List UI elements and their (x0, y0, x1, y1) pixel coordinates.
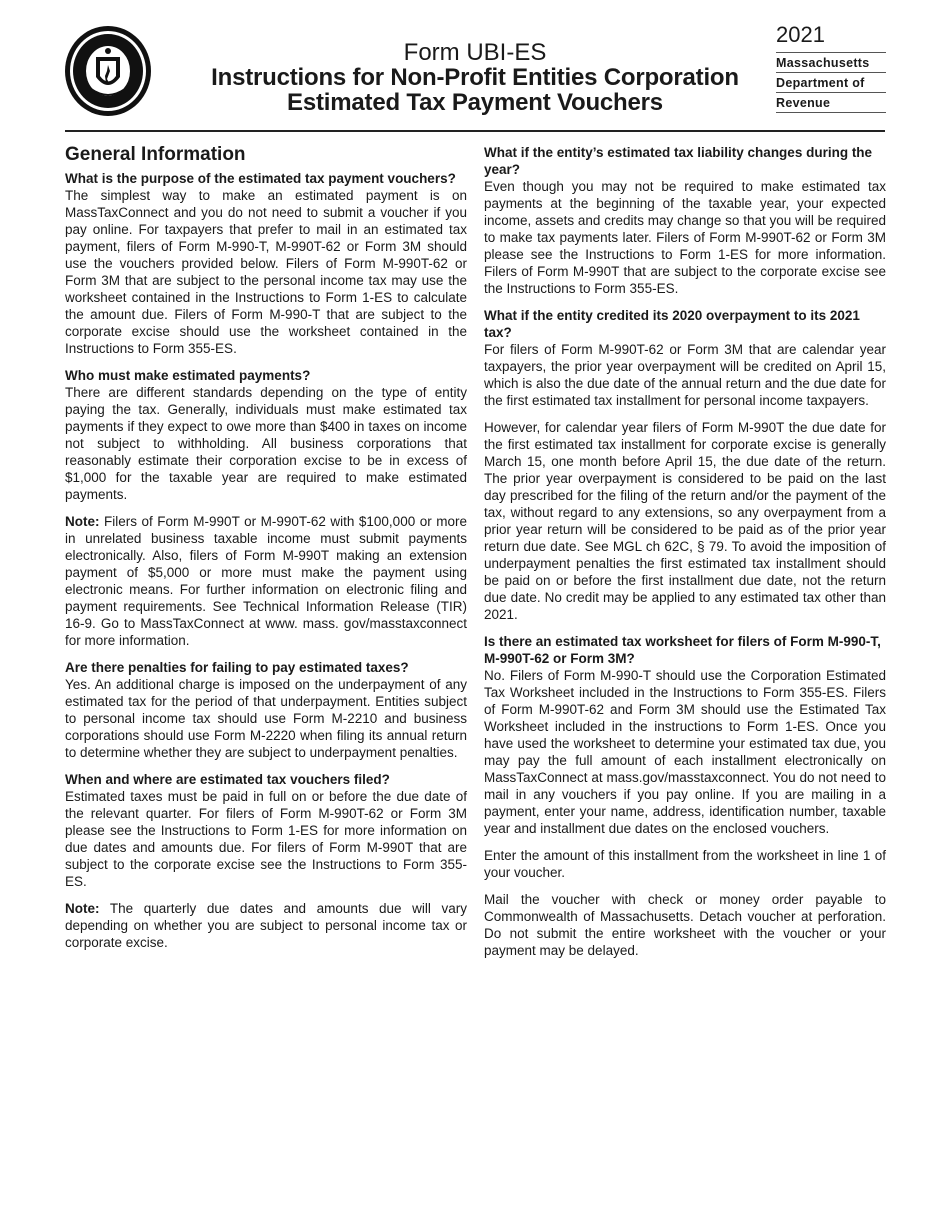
answer-worksheet-3: Mail the voucher with check or money order payable to Commonwealth of Massachusetts. Detach voucher at perforation. Do not submit the entire worksheet with the voucher or your payment may be delayed. (484, 892, 886, 958)
note-label: Note: (65, 901, 100, 916)
answer-overpayment-credit-2: However, for calendar year filers of Form M-990T the due date for the first estimated tax installment for corporate excise is generally March 15, one month before April 15, the due date of the return. The prior year overpayment is considered to be paid on the last day prescribed for the filing of the return and/or the payment of the tax, without regard to any extensions, so any overpayment from a prior year return will be considered to be paid as of the prior year return due date. See MGL ch 62C, § 79. To avoid the imposition of underpayment penalties the first estimated tax installment should be paid on or before the first installment due date, not the return due date. No credit may be applied to any estimated tax other than 2021. (484, 420, 886, 622)
form-number: Form UBI-ES (403, 39, 547, 66)
left-column (65, 144, 467, 961)
answer-when-where: Estimated taxes must be paid in full on or before the due date of the relevant quarter. For filers of Form M-990T-62 or Form 3M please see the Instructions to Form 1-ES for more information on due dates and amounts due. For filers of Form M-990T that are subject to the corporate excise see the Instructions to Form 355-ES. (65, 789, 467, 889)
dept-line-2: Department of (776, 73, 886, 93)
section-title: General Information (65, 144, 246, 165)
dept-line-1: Massachusetts (776, 53, 886, 73)
answer-penalties: Yes. An additional charge is imposed on the underpayment of any estimated tax for the period of that underpayment. Entities subject to personal income tax should use Form M-2210 and business corporations should use Form M-2220 when filing its annual return to determine whether they are subject to underpayment penalties. (65, 677, 467, 760)
year-dept-block (776, 22, 886, 113)
form-title-line-1: Instructions for Non-Profit Entities Corporation (211, 64, 739, 91)
header-divider (65, 130, 885, 132)
question-who-must-pay: Who must make estimated payments? (65, 368, 311, 383)
question-worksheet: Is there an estimated tax worksheet for filers of Form M-990-T, M-990T-62 or Form 3M? (484, 634, 881, 666)
note-electronic-payment (65, 513, 467, 649)
answer-overpayment-credit-1: For filers of Form M-990T-62 or Form 3M that are calendar year taxpayers, the prior year overpayment will be credited on April 15, which is also the due date of the annual return and the due date for the first estimated tax installment for personal income taxpayers. (484, 342, 886, 408)
question-liability-changes: What if the entity’s estimated tax liability changes during the year? (484, 145, 873, 177)
note-due-dates (65, 900, 467, 951)
answer-worksheet-1: No. Filers of Form M-990-T should use the Corporation Estimated Tax Worksheet included in the Instructions to Form 355-ES. Filers of Form M-990T-62 and Form 3M should use the Estimated Tax Worksheet included in the instructions to Form 1-ES. Once you have used the worksheet to determine your estimated tax due, you may pay the full amount of each installment electronically on MassTaxConnect at mass.gov/masstaxconnect. You do not need to mail in any vouchers if you pay online. If you are mailing in a payment, enter your name, address, identification number, taxable year and installment due dates on the enclosed vouchers. (484, 668, 886, 836)
note-label: Note: (65, 514, 100, 529)
note-text: Filers of Form M-990T or M-990T-62 with $100,000 or more in unrelated business taxable income must submit payments electronically. Also, filers of Form M-990T making an extension payment of $5,000 or more must make the payment using electronic means. For further information on electronic filing and payment requirements. See Technical Information Release (TIR) 16-9. Go to MassTaxConnect at www. mass. gov/masstaxconnect for more information. (65, 514, 467, 648)
tax-year: 2021 (776, 22, 886, 53)
form-title-line-2: Estimated Tax Payment Vouchers (287, 89, 663, 116)
answer-liability-changes: Even though you may not be required to make estimated tax payments at the beginning of the taxable year, your expected income, assets and credits may change so that you will be required to make tax payments later. Filers of Form M-990T-62 or Form 3M please see the Instructions to Form 1-ES for more information. Filers of Form M-990T that are subject to the corporate excise see the Instructions to Form 355-ES. (484, 179, 886, 296)
answer-worksheet-2: Enter the amount of this installment from the worksheet in line 1 of your voucher. (484, 848, 886, 880)
dept-line-3: Revenue (776, 93, 886, 113)
question-penalties: Are there penalties for failing to pay estimated taxes? (65, 660, 409, 675)
right-column (484, 144, 886, 969)
note-text: The quarterly due dates and amounts due will vary depending on whether you are subject to personal income tax or corporate excise. (65, 901, 467, 950)
question-purpose: What is the purpose of the estimated tax payment vouchers? (65, 171, 456, 186)
answer-purpose: The simplest way to make an estimated payment is on MassTaxConnect and you do not need to submit a voucher if you pay online. For taxpayers that prefer to mail in an estimated tax payment, filers of Form M-990-T, M-990T-62 or Form 3M should use the vouchers provided below. Filers of Form M-990T-62 or Form 3M that are subject to the personal income tax may use the worksheet contained in the Instructions to Form 1-ES to calculate the amount due. Filers of Form M-990-T that are subject to the corporate excise should use the worksheet contained in the Instructions to Form 355-ES. (65, 188, 467, 356)
question-when-where: When and where are estimated tax vouchers filed? (65, 772, 390, 787)
question-overpayment-credit: What if the entity credited its 2020 overpayment to its 2021 tax? (484, 308, 860, 340)
answer-who-must-pay: There are different standards depending on the type of entity paying the tax. Generally, individuals must make estimated tax payments if they expect to owe more than $400 in taxes on income not subject to withholding. All business corporations that reasonably estimate their corporation excise to be in excess of $1,000 for the taxable year are required to make estimated payments. (65, 385, 467, 502)
massachusetts-dor-seal-icon (63, 21, 153, 121)
form-title-block (190, 40, 760, 115)
